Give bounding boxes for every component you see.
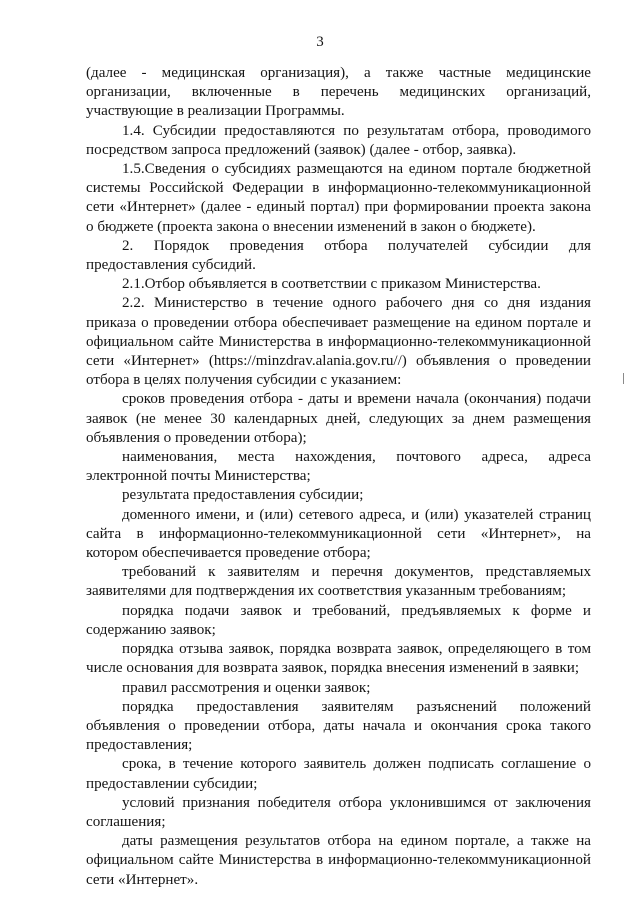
text-line: даты размещения результатов отбора на едином портале, а также на (122, 833, 591, 850)
text-line: требований к заявителям и перечня документов, представляемых (122, 564, 591, 581)
item-clarifications (86, 698, 591, 756)
text-line: 2. Порядок проведения отбора получателей субсидии для (122, 237, 591, 254)
text-line: срока, в течение которого заявитель должен подписать соглашение о (122, 756, 591, 773)
text-line: правил рассмотрения и оценки заявок; (122, 679, 371, 696)
text-line: сети «Интернет» (далее - единый портал) при формировании проекта закона (86, 199, 591, 216)
text-line: 1.5.Сведения о субсидиях размещаются на едином портале бюджетной (122, 161, 591, 178)
text-line: наименования, места нахождения, почтового адреса, адреса (122, 449, 591, 466)
text-line: предоставлении субсидии; (86, 775, 258, 792)
item-withdrawal-order (86, 640, 591, 678)
page-number: 3 (316, 34, 324, 50)
item-results-publication (86, 832, 591, 890)
paragraph-1-4 (86, 122, 591, 160)
item-submission-order (86, 602, 591, 640)
text-line: соглашения; (86, 813, 166, 830)
text-line: числе основания для возврата заявок, порядка внесения изменений в заявки; (86, 660, 580, 677)
text-line: приказа о проведении отбора обеспечивает размещение на едином портале и (86, 314, 591, 331)
text-line: котором обеспечивается проведение отбора; (86, 545, 371, 562)
paragraph-2-1 (86, 275, 591, 294)
document-body (86, 64, 591, 890)
item-review-rules (86, 679, 591, 698)
text-line: сроков проведения отбора - даты и времени начала (окончания) подачи (122, 391, 591, 408)
paragraph-continuation (86, 64, 591, 122)
text-line: результата предоставления субсидии; (122, 487, 364, 504)
text-line: официальном сайте Министерства в информационно-телекоммуникационной (86, 852, 591, 869)
item-requirements (86, 563, 591, 601)
text-line: участвующие в реализации Программы. (86, 103, 345, 120)
item-results (86, 486, 591, 505)
text-line: (далее - медицинская организация), а также частные медицинские (86, 65, 591, 81)
text-line: содержанию заявок; (86, 621, 216, 638)
paragraph-2-2 (86, 294, 591, 390)
text-line: 2.2. Министерство в течение одного рабочего дня со дня издания (122, 295, 591, 312)
text-line: условий признания победителя отбора уклонившимся от заключения (122, 794, 591, 811)
text-line: сети «Интернет» (https://minzdrav.alania.gov.ru//) объявления о проведении (86, 353, 591, 370)
text-line: порядка предоставления заявителям разъяснений положений (122, 698, 591, 715)
text-line: объявления о проведении отбора); (86, 429, 307, 446)
text-line: заявок (не менее 30 календарных дней, следующих за днем размещения (86, 410, 591, 427)
item-name-address (86, 448, 591, 486)
text-line: 2.1.Отбор объявляется в соответствии с приказом Министерства. (122, 276, 541, 293)
margin-mark (623, 373, 627, 384)
item-signing-term (86, 755, 591, 793)
text-line: официальном сайте Министерства в информационно-телекоммуникационной (86, 333, 591, 350)
text-line: порядка подачи заявок и требований, предъявляемых к форме и (122, 602, 591, 619)
text-line: организации, включенные в перечень медицинских организаций, (86, 84, 591, 101)
item-evasion-conditions (86, 794, 591, 832)
text-line: порядка отзыва заявок, порядка возврата заявок, определяющего в том (122, 641, 591, 658)
text-line: заявителями для подтверждения их соответствия указанным требованиям; (86, 583, 567, 600)
text-line: предоставления субсидий. (86, 257, 256, 274)
text-line: посредством запроса предложений (заявок) (далее - отбор, заявка). (86, 141, 517, 158)
section-2-heading (86, 237, 591, 275)
item-deadlines (86, 390, 591, 448)
text-line: предоставления; (86, 737, 193, 754)
item-domain (86, 506, 591, 564)
text-line: доменного имени, и (или) сетевого адреса, и (или) указателей страниц (122, 506, 591, 523)
text-line: 1.4. Субсидии предоставляются по результатам отбора, проводимого (122, 122, 591, 139)
text-line: сайта в информационно-телекоммуникационной сети «Интернет», на (86, 525, 591, 542)
text-line: о бюджете (проекта закона о внесении изменений в закон о бюджете). (86, 218, 536, 235)
text-line: сети «Интернет». (86, 871, 199, 888)
text-line: отбора в целях получения субсидии с указанием: (86, 372, 402, 389)
text-line: электронной почты Министерства; (86, 468, 311, 485)
paragraph-1-5 (86, 160, 591, 237)
text-line: системы Российской Федерации в информационно-телекоммуникационной (86, 180, 591, 197)
text-line: объявления о проведении отбора, даты начала и окончания срока такого (86, 717, 591, 734)
